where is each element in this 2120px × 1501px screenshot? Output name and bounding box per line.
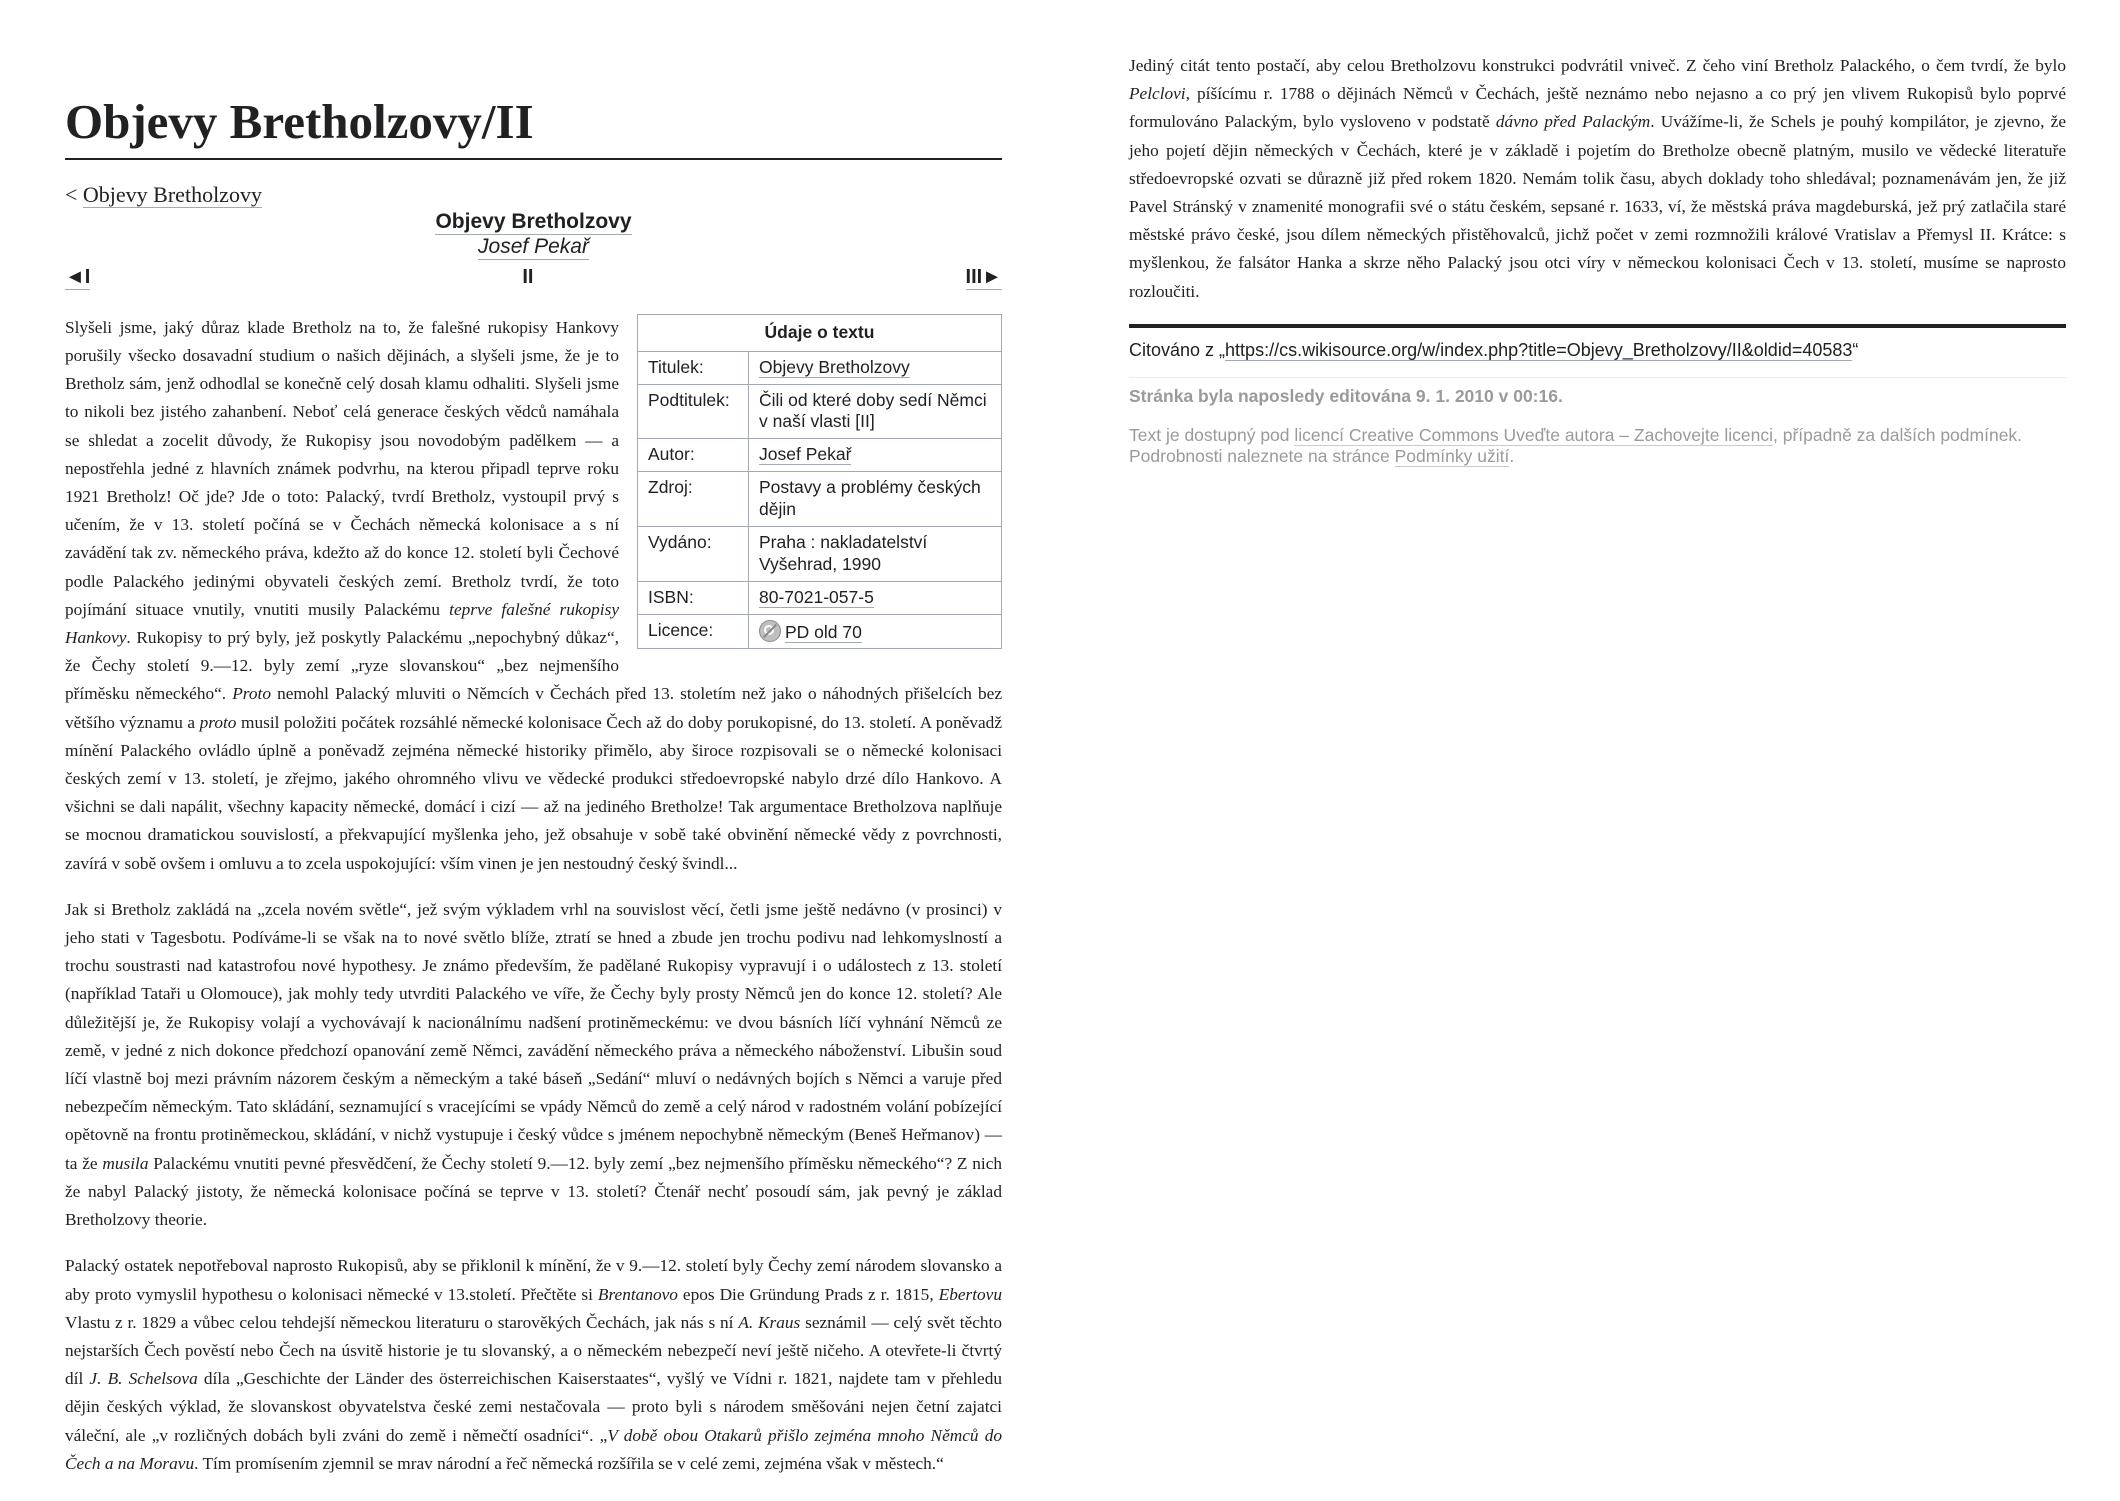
infobox-value [749, 581, 1002, 614]
article-body [65, 314, 1002, 1478]
text-run: Palacký ostatek nepotřeboval naprosto Rukopisů, aby se přiklonil k mínění, že v 9.—12. století byly Čechy zemí národem slovansko a aby proto vymyslil hypothesu o kolonisaci německé v 13.století. Přečtěte si [65, 1256, 1002, 1304]
license-suffix: . [1509, 445, 1515, 466]
cited-suffix: “ [1852, 339, 1859, 360]
last-edited: Stránka byla naposledy editována 9. 1. 2010 v 00:16. [1129, 385, 1563, 406]
infobox-key: Vydáno: [638, 526, 749, 581]
cited-url-link[interactable]: https://cs.wikisource.org/w/index.php?title=Objevy_Bretholzovy/II&oldid=40583 [1225, 339, 1853, 360]
license-mid: , případně za dalších podmínek. Podrobnosti naleznete na stránce [1129, 424, 2023, 466]
emphasis-text: Pelclovi [1129, 84, 1186, 104]
text-run: Palackému vnutiti pevné přesvědčení, že Čechy století 9.—12. byly zemí „bez nejmenšího příměsku německého“? Z nich že nabyl Palacký jistoty, že německá kolonisace počíná se teprve v 13. století? Čtenář nechť posoudí sám, jak pevný je základ Bretholzovy theorie. [65, 1153, 1003, 1230]
paragraph [65, 1252, 1002, 1478]
text-run: Slyšeli jsme, jaký důraz klade Bretholz na to, že falešné rukopisy Hankovy porušily všecko dosavadní studium o našich dějinách, a slyšeli jsme, že je to Bretholz sám, jenž odhodlal se konečně celý dosah klamu odhaliti. Slyšeli jsme to nikoli bez jistého zahanbení. Neboť celá generace českých vědců namáhala se shledat a zocelit důvody, že Rukopisy jsou novodobým padělkem — a nepostřehla jedné z hlavních známek podvrhu, na kterou připadl teprve roku 1921 Bretholz! Oč jde? Jde o toto: Palacký, tvrdí Bretholz, vystoupil prvý s učením, že v 13. století počíná se v Čechách německá kolonisace a s ní zavádění tak zv. německého práva, kdežto až do konce 12. století byli Čechové podle Palackého jedinými obyvateli českých zemí. Bretholz tvrdí, že toto pojímání situace vnutily, vnutiti musily Palackému [65, 317, 619, 619]
cited-prefix: Citováno z „ [1129, 339, 1226, 360]
infobox-row [638, 472, 1002, 527]
paragraph [1129, 52, 2066, 306]
text-run: Vlastu z r. 1829 a vůbec celou tehdejší německou literaturu o starověkých Čechách, jak nás s ní [65, 1312, 739, 1332]
emphasis-text: Ebertovu [938, 1284, 1002, 1304]
infobox-key: Licence: [638, 614, 749, 649]
text-run: Jak si Bretholz zakládá na „zcela novém světle“, jež svým výkladem vrhl na souvislost věcí, četli jsme ještě nedávno (v prosinci) v jeho stati v Tagesbotu. Podíváme-li se však na to nové světlo blíže, ztratí se hned a zbude jen trochu podivu nad lehkomyslností a trochu soustrasti nad katastrofou nové hypothesy. Je známo především, že padělané Rukopisy vypravují i o událostech z 13. století (například Tataři u Olomouce), jak mohly tedy utvrditi Palackého ve víře, že Čechy byly prosty Němců jen do konce 12. století? Ale důležitější je, že Rukopisy volají a vychovávají k nacionálnímu nadšení protiněmeckému: ve dvou básních líčí vyhnání Němců ze země, v jedné z nich dokonce předchozí opanování země Němci, zavádění německého práva a německého náboženství. Libušin soud líčí vlastně boj mezi právním názorem českým a německým a také báseň „Sedání“ mluví o nedávných bojích s Němci a varuje před nebezpečím německým. Tato skládání, seznamující s vracejícími se vpády Němců do země a celý národ v radostném volání pobízející opětovně na frontu protiněmeckou, skládání, v nichž vystupuje i český vůdce s jménem nepochybně německým (Beneš Heřmanov) — ta že [65, 899, 1002, 1173]
author-link[interactable]: Josef Pekař [478, 234, 589, 258]
emphasis-text: J. B. Schelsova [89, 1369, 198, 1389]
infobox-row [638, 384, 1002, 439]
cc-license-link[interactable]: licencí Creative Commons Uveďte autora – Zachovejte licenci [1294, 424, 1773, 445]
text-run: , píšícímu r. 1788 o dějinách Němců v Čechách, ještě neznámo nebo nejasno a co prý jen vlivem Rukopisů bylo poprvé formulováno Palackým, bylo vysloveno v podstatě [1129, 84, 2066, 132]
text-run: seznámil — celý svět těchto nejstarších Čech pověstí nebo Čech na úsvitě historie je tu slovanský, a o německém nebezpečí neví ještě ničeho. A otevřete-li čtvrtý díl [65, 1312, 1002, 1389]
chapter-navigation [65, 266, 1002, 290]
text-run: . Tím promísením zjemnil se mrav národní a řeč německá rozšířila se v celé zemi, zejména však v městech.“ [194, 1453, 944, 1473]
infobox-heading: Údaje o textu [638, 314, 1002, 351]
page-title: Objevy Bretholzovy/II [65, 88, 1002, 160]
breadcrumb-prefix: < [65, 181, 83, 207]
license-notice [1129, 425, 2066, 467]
infobox-key: Podtitulek: [638, 384, 749, 439]
infobox-row [638, 351, 1002, 384]
infobox-title-link[interactable]: Objevy Bretholzovy [759, 356, 910, 377]
text-run: . Uvážíme-li, že Schels je pouhý kompilátor, je zjevno, že jeho pojetí dějin německých v Čechách, které je v základě i pojetím do Bretholze obecně platným, musilo ve vědecké literatuře středoevropské ozvati se důrazně již před rokem 1820. Nemám tolik času, abych doklady toho shledával; poznamenávám jen, že již Pavel Stránský v znamenité monografii své o státu českém, sepsané r. 1633, ví, že městská práva magdeburská, jež prý zatlačila staré městské právo české, jsou dílem německých přistěhovalců, jichž počet v zemi rozmnožili králové Vratislav a Přemysl II. Krátce: s myšlenkou, že falsátor Hanka a skrze něho Palacký jsou otci víry v německou kolonisaci Čech v 13. století, musíme se naprosto rozloučiti. [1129, 112, 2066, 301]
next-chapter-link[interactable]: III► [965, 265, 1002, 288]
infobox-row [638, 581, 1002, 614]
text-run: Jediný citát tento postačí, aby celou Bretholzovu konstrukci podvrátil vniveč. Z čeho viní Bretholz Palackého, o čem tvrdí, že bylo [1129, 56, 2066, 75]
emphasis-text: musila [102, 1153, 149, 1173]
footer-thin-divider [1129, 377, 2066, 378]
license-prefix: Text je dostupný pod [1129, 424, 1295, 445]
infobox-value [749, 351, 1002, 384]
infobox-value: Čili od které doby sedí Němci v naší vlasti [II] [749, 384, 1002, 439]
emphasis-text: proto [199, 712, 237, 732]
emphasis-text: Brentanovo [597, 1284, 678, 1304]
emphasis-text: V době obou Otakarů přišlo zejména mnoho Němců do Čech a na Moravu [65, 1425, 1002, 1473]
breadcrumb [65, 182, 1002, 208]
article-body-continued [1129, 52, 2066, 306]
infobox-value [749, 614, 1002, 649]
work-title-link[interactable]: Objevy Bretholzovy [435, 209, 632, 233]
infobox-key: Titulek: [638, 351, 749, 384]
terms-of-use-link[interactable]: Podmínky užití [1394, 445, 1510, 466]
prev-chapter-link[interactable]: ◄I [65, 265, 91, 288]
work-header [65, 210, 1002, 260]
infobox-value [749, 439, 1002, 472]
infobox-key: Zdroj: [638, 472, 749, 527]
emphasis-text: teprve falešné rukopisy Hankovy [65, 599, 619, 648]
infobox-value: Postavy a problémy českých dějin [749, 472, 1002, 527]
text-run: epos Die Gründung Prads z r. 1815, [677, 1284, 939, 1304]
infobox-key: ISBN: [638, 581, 749, 614]
left-column [65, 88, 1002, 1496]
current-chapter: II [522, 266, 534, 289]
emphasis-text: A. Kraus [738, 1312, 801, 1332]
emphasis-text: Proto [232, 684, 271, 704]
text-run: . Rukopisy to prý byly, jež poskytly Palackému „nepochybný důkaz“, že Čechy století 9.—12. byly zemí „ryze slovanskou“ „bez nejmenšího příměsku německého“. [65, 628, 619, 704]
infobox-row [638, 614, 1002, 649]
license-link[interactable]: PD old 70 [785, 621, 862, 642]
text-run: musil položiti počátek rozsáhlé německé kolonisace Čech až do doby porukopisné, do 13. století. A poněvadž mínění Palackého ovládlo úplně a poněvadž zejména německé historiky přimělo, aby široce rozpisovali se o německé kolonisaci českých zemí v 13. století, je zřejmo, jakého ohromného vlivu ve vědecké produkci středoevropské nabylo drzé dílo Hankovo. A všichni se dali napálit, všechny kapacity německé, domácí i cizí — až na jediného Bretholze! Tak argumentace Bretholzova naplňuje se mocnou dramatickou souvislostí, a překvapující myšlenka jeho, jež obsahuje v sobě také obvinění německé vědy z povrchnosti, zavírá v sobě ovšem i omluvu a to zcela uspokojující: vším vinen je jen nestoudný český švindl... [65, 712, 1002, 873]
text-run: díla „Geschichte der Länder des österreichischen Kaiserstaates“, vyšlý ve Vídni r. 1821, najdete tam v přehledu dějin českých výklad, že slovanskost obyvatelstva české zemi nestačovala — proto byli s národem směšováni nejen četní zajatci váleční, ale „v rozličných dobách byli zváni do země i němečtí osadníci“. „ [65, 1369, 1002, 1445]
emphasis-text: dávno před Palackým [1495, 112, 1651, 132]
paragraph [65, 896, 1002, 1234]
infobox-row [638, 439, 1002, 472]
infobox-row [638, 526, 1002, 581]
back-link[interactable]: Objevy Bretholzovy [82, 181, 262, 207]
text-info-box [637, 314, 1002, 650]
right-column [1129, 52, 2066, 467]
infobox-author-link[interactable]: Josef Pekař [759, 444, 852, 465]
infobox-value: Praha : nakladatelství Vyšehrad, 1990 [749, 526, 1002, 581]
public-domain-icon [759, 620, 781, 642]
citation [1129, 340, 2066, 361]
isbn-link[interactable]: 80-7021-057-5 [759, 586, 874, 607]
text-run: nemohl Palacký mluviti o Němcích v Čechách před 13. stoletím než jako o náhodných přišelcích bez většího významu a [65, 684, 1002, 732]
footer-divider [1129, 324, 2066, 328]
infobox-key: Autor: [638, 439, 749, 472]
